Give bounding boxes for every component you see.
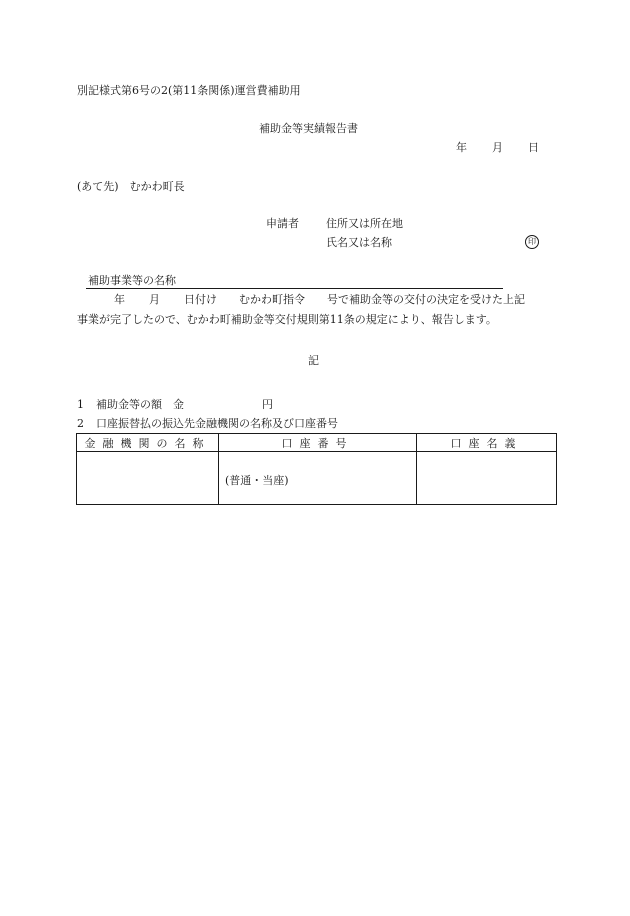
seal-mark: 印 bbox=[525, 235, 539, 249]
body-directive: むかわ町指令 bbox=[239, 293, 305, 306]
document-title: 補助金等実績報告書 bbox=[259, 122, 358, 135]
body-line-2: 事業が完了したので、むかわ町補助金等交付規則第11条の規定により、報告します。 bbox=[77, 313, 497, 326]
table-row bbox=[77, 452, 557, 505]
item-1-unit: 円 bbox=[262, 398, 273, 411]
project-name-label: 補助事業等の名称 bbox=[88, 274, 176, 287]
cell-account-number[interactable] bbox=[219, 452, 417, 505]
date-month-label: 月 bbox=[492, 141, 503, 154]
body-line1-rest: 号で補助金等の交付の決定を受けた上記 bbox=[327, 293, 525, 306]
header-bank-name: 金融機関の名称 bbox=[77, 434, 219, 452]
item-1-label: 補助金等の額 金 bbox=[96, 398, 184, 411]
bank-account-table bbox=[76, 433, 557, 505]
form-number-label: 別記様式第6号の2(第11条関係)運営費補助用 bbox=[77, 84, 301, 97]
cell-account-holder[interactable] bbox=[417, 452, 557, 505]
date-year-label: 年 bbox=[456, 141, 467, 154]
item-2-number: 2 bbox=[77, 417, 84, 430]
body-dated: 日付け bbox=[184, 293, 217, 306]
address-label: 住所又は所在地 bbox=[326, 217, 403, 230]
name-label: 氏名又は名称 bbox=[326, 236, 392, 249]
cell-bank-name[interactable] bbox=[77, 452, 219, 505]
item-1 bbox=[77, 398, 273, 412]
header-account-number: 口座番号 bbox=[219, 434, 417, 452]
body-month: 月 bbox=[149, 293, 160, 306]
body-line-1 bbox=[114, 293, 525, 307]
item-1-number: 1 bbox=[77, 398, 84, 411]
item-2-label: 口座振替払の振込先金融機関の名称及び口座番号 bbox=[96, 417, 338, 430]
item-2 bbox=[77, 417, 338, 431]
record-mark: 記 bbox=[308, 354, 319, 367]
account-type-label: (普通・当座) bbox=[225, 474, 289, 487]
table-header-row bbox=[77, 434, 557, 452]
project-name-underline bbox=[86, 288, 503, 289]
body-year: 年 bbox=[114, 293, 125, 306]
addressee: (あて先) むかわ町長 bbox=[77, 180, 185, 193]
header-account-holder: 口座名義 bbox=[417, 434, 557, 452]
date-day-label: 日 bbox=[528, 141, 539, 154]
applicant-label: 申請者 bbox=[266, 217, 299, 230]
